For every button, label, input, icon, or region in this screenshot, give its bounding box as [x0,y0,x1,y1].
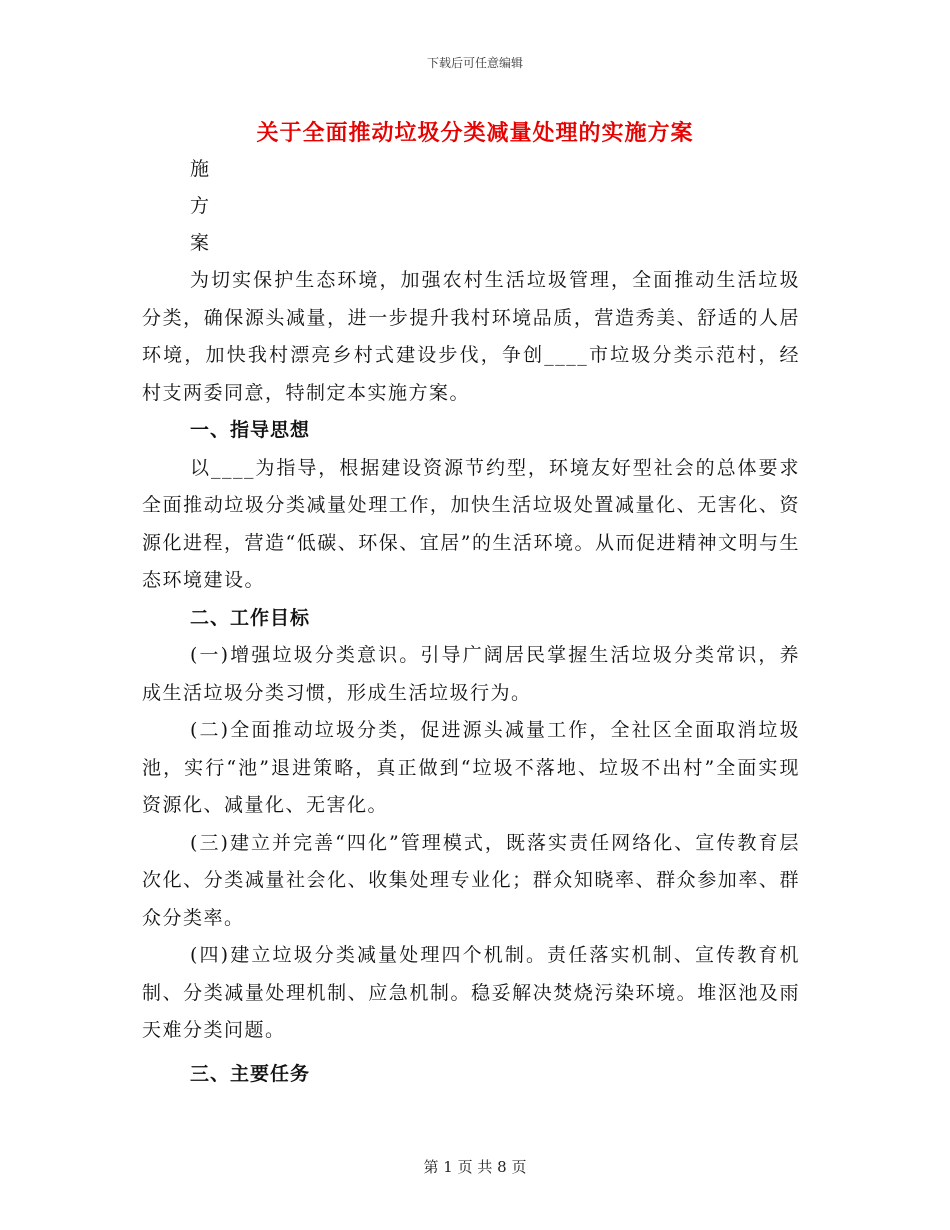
work-goal-item: (四)建立垃圾分类减量处理四个机制。责任落实机制、宣传教育机制、分类减量处理机制、应急机制。稳妥解决焚烧污染环境。堆沤池及雨天难分类问题。 [142,944,800,1041]
work-goal-item: (一)增强垃圾分类意识。引导广阔居民掌握生活垃圾分类常识，养成生活垃圾分类习惯，形成生活垃圾行为。 [142,644,800,704]
guiding-ideology-paragraph: 以____为指导，根据建设资源节约型，环境友好型社会的总体要求全面推动垃圾分类减量处理工作，加快生活垃圾处置减量化、无害化、资源化进程，营造“低碳、环保、宜居”的生活环境。从而促进精神文明与生态环境建设。 [142,456,800,591]
work-goal-item: (三)建立并完善“四化”管理模式，既落实责任网络化、宣传教育层次化、分类减量社会化、收集处理专业化；群众知晓率、群众参加率、群众分类率。 [142,831,800,929]
section-heading-guiding-ideology: 一、指导思想 [190,419,311,441]
page-footer: 第 1 页 共 8 页 [423,1158,527,1176]
header-note: 下载后可任意编辑 [426,56,523,70]
section-heading-main-tasks: 三、主要任务 [190,1062,311,1085]
document-body [142,262,800,1093]
vertical-char-1: 施 [190,158,210,180]
vertical-char-2: 方 [190,195,210,217]
document-title: 关于全面推动垃圾分类减量处理的实施方案 [256,120,694,146]
vertical-char-3: 案 [190,232,210,254]
intro-paragraph: 为切实保护生态环境，加强农村生活垃圾管理，全面推动生活垃圾分类，确保源头减量，进一步提升我村环境品质，营造秀美、舒适的人居环境，加快我村漂亮乡村式建设步伐，争创____市垃圾分类示范村，经村支两委同意，特制定本实施方案。 [142,269,800,404]
work-goal-item: (二)全面推动垃圾分类，促进源头减量工作，全社区全面取消垃圾池，实行“池”退进策略，真正做到“垃圾不落地、垃圾不出村”全面实现资源化、减量化、无害化。 [142,719,800,816]
section-heading-work-goals: 二、工作目标 [190,606,311,629]
